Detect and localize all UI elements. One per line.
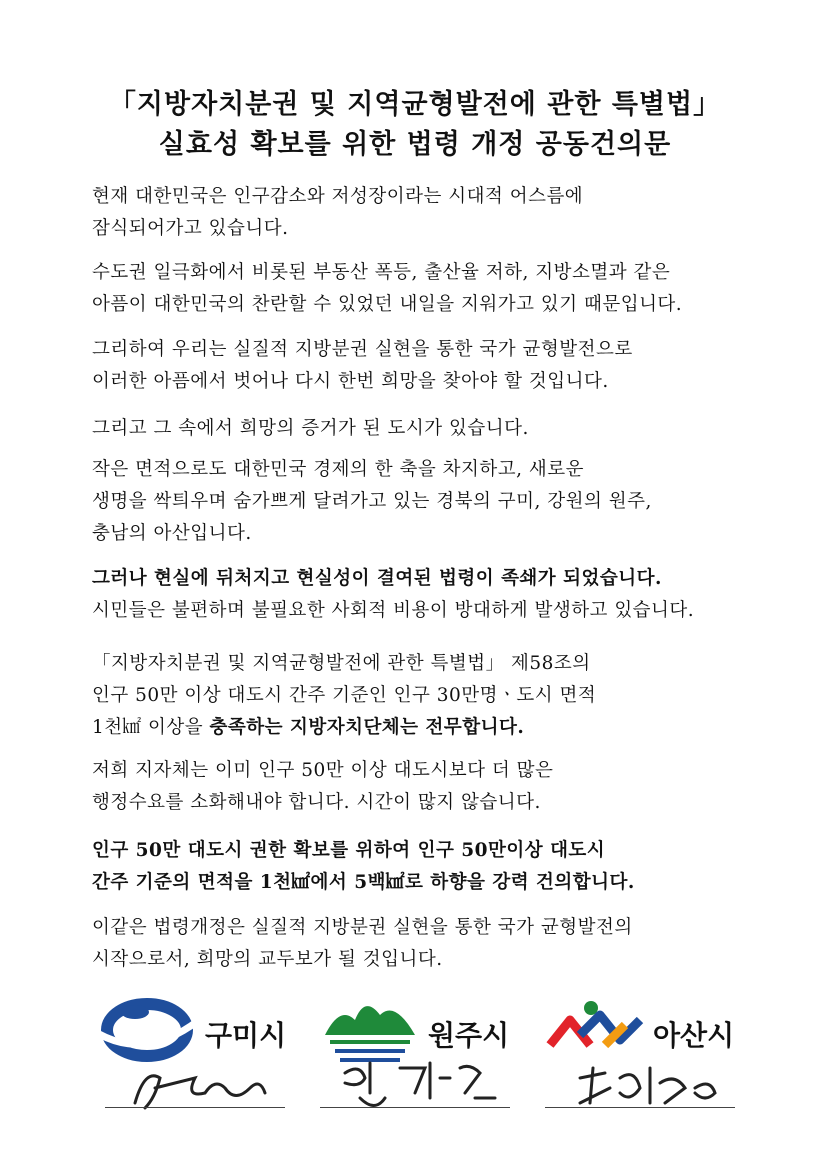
paragraph-line: 「지방자치분권 및 지역균형발전에 관한 특별법」 제58조의	[92, 653, 591, 674]
signatory-asan	[545, 990, 745, 1120]
title-line-2: 실효성 확보를 위한 법령 개정 공동건의문	[158, 129, 672, 160]
paragraph-line: 시민들은 불편하며 불필요한 사회적 비용이 방대하게 발생하고 있습니다.	[92, 600, 695, 621]
signature-line	[105, 1107, 285, 1108]
city-name-gumi: 구미시	[205, 1019, 287, 1052]
paragraph-8	[92, 755, 752, 819]
paragraph-line: 아픔이 대한민국의 찬란할 수 있었던 내일을 지워가고 있기 때문입니다.	[92, 294, 683, 315]
signatory-wonju	[320, 990, 520, 1120]
paragraph-9	[92, 835, 752, 899]
paragraph-line: 수도권 일극화에서 비롯된 부동산 폭등, 출산율 저하, 지방소멸과 같은	[92, 262, 671, 283]
paragraph-line: 이러한 아픔에서 벗어나 다시 한번 희망을 찾아야 할 것입니다.	[92, 371, 609, 392]
paragraph-10	[92, 912, 752, 976]
city-name-wonju: 원주시	[428, 1019, 510, 1052]
city-name-asan: 아산시	[653, 1019, 735, 1052]
title-line-1: 「지방자치분권 및 지역균형발전에 관한 특별법」	[108, 89, 722, 120]
paragraph-3	[92, 334, 752, 398]
signature-line	[320, 1107, 510, 1108]
paragraph-bold-line: 간주 기준의 면적을 1천㎢에서 5백㎢로 하향을 강력 건의합니다.	[92, 872, 635, 893]
paragraph-line: 그리고 그 속에서 희망의 증거가 된 도시가 있습니다.	[92, 418, 529, 439]
paragraph-bold-line: 그러나 현실에 뒤처지고 현실성이 결여된 법령이 족쇄가 되었습니다.	[92, 568, 662, 589]
paragraph-line: 생명을 싹틔우며 숨가쁘게 달려가고 있는 경북의 구미, 강원의 원주,	[92, 491, 652, 512]
paragraph-bold-line: 인구 50만 대도시 권한 확보를 위하여 인구 50만이상 대도시	[92, 840, 606, 861]
paragraph-line: 그리하여 우리는 실질적 지방분권 실현을 통한 국가 균형발전으로	[92, 339, 633, 360]
paragraph-plain-part: 1천㎢ 이상을	[92, 717, 210, 738]
paragraph-line: 작은 면적으로도 대한민국 경제의 한 축을 차지하고, 새로운	[92, 459, 584, 480]
paragraph-6	[92, 563, 752, 627]
paragraph-line: 시작으로서, 희망의 교두보가 될 것입니다.	[92, 949, 443, 970]
paragraph-line: 현재 대한민국은 인구감소와 저성장이라는 시대적 어스름에	[92, 186, 584, 207]
paragraph-line: 충남의 아산입니다.	[92, 523, 252, 544]
paragraph-line: 이같은 법령개정은 실질적 지방분권 실현을 통한 국가 균형발전의	[92, 917, 633, 938]
signatory-gumi	[95, 990, 295, 1120]
paragraph-line: 인구 50만 이상 대도시 간주 기준인 인구 30만명ㆍ도시 면적	[92, 685, 597, 706]
paragraph-line: 저희 지자체는 이미 인구 50만 이상 대도시보다 더 많은	[92, 760, 554, 781]
paragraph-mixed-line	[92, 712, 752, 744]
paragraph-2	[92, 257, 752, 321]
paragraph-line: 잠식되어가고 있습니다.	[92, 218, 289, 239]
paragraph-bold-part: 충족하는 지방자치단체는 전무합니다.	[209, 717, 525, 738]
paragraph-line: 행정수요를 소화해내야 합니다. 시간이 많지 않습니다.	[92, 792, 541, 813]
paragraph-7	[92, 648, 752, 744]
signature-line	[545, 1107, 735, 1108]
paragraph-1	[92, 181, 752, 245]
paragraph-4	[92, 413, 752, 445]
paragraph-5	[92, 454, 752, 550]
